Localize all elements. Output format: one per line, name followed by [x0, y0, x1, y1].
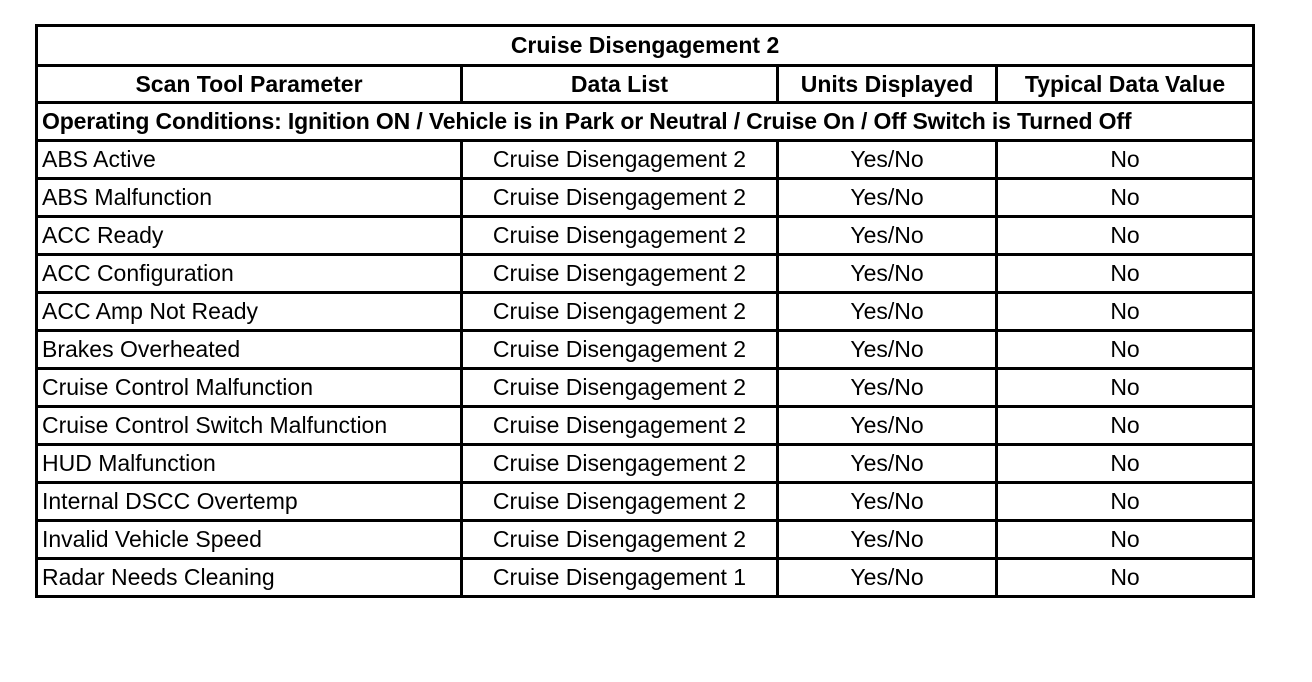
cell-data-list: Cruise Disengagement 2	[462, 331, 778, 369]
cell-units: Yes/No	[778, 407, 997, 445]
table-row	[37, 483, 1254, 521]
table-row	[37, 179, 1254, 217]
cell-units: Yes/No	[778, 255, 997, 293]
cell-typical-value: No	[997, 407, 1254, 445]
operating-conditions-row	[37, 103, 1254, 141]
cell-typical-value: No	[997, 483, 1254, 521]
cell-units: Yes/No	[778, 521, 997, 559]
cell-data-list: Cruise Disengagement 2	[462, 293, 778, 331]
cell-typical-value: No	[997, 217, 1254, 255]
cell-parameter: ACC Ready	[37, 217, 462, 255]
table-row	[37, 407, 1254, 445]
cell-data-list: Cruise Disengagement 2	[462, 141, 778, 179]
cell-data-list: Cruise Disengagement 2	[462, 179, 778, 217]
cell-units: Yes/No	[778, 559, 997, 597]
cell-typical-value: No	[997, 521, 1254, 559]
cell-data-list: Cruise Disengagement 2	[462, 369, 778, 407]
table-row	[37, 141, 1254, 179]
column-header-parameter: Scan Tool Parameter	[37, 66, 462, 103]
cell-units: Yes/No	[778, 293, 997, 331]
table-row	[37, 521, 1254, 559]
table-title: Cruise Disengagement 2	[37, 26, 1254, 66]
cell-parameter: Brakes Overheated	[37, 331, 462, 369]
cell-units: Yes/No	[778, 179, 997, 217]
table-row	[37, 255, 1254, 293]
column-header-typical-value: Typical Data Value	[997, 66, 1254, 103]
table-row	[37, 445, 1254, 483]
cell-typical-value: No	[997, 141, 1254, 179]
cell-units: Yes/No	[778, 217, 997, 255]
operating-conditions: Operating Conditions: Ignition ON / Vehicle is in Park or Neutral / Cruise On / Off Switch is Turned Off	[37, 103, 1254, 141]
cell-parameter: Internal DSCC Overtemp	[37, 483, 462, 521]
table-row	[37, 293, 1254, 331]
column-header-data-list: Data List	[462, 66, 778, 103]
cell-typical-value: No	[997, 255, 1254, 293]
cell-data-list: Cruise Disengagement 2	[462, 521, 778, 559]
table-row	[37, 369, 1254, 407]
cell-parameter: Invalid Vehicle Speed	[37, 521, 462, 559]
cell-data-list: Cruise Disengagement 2	[462, 407, 778, 445]
cell-parameter: ACC Amp Not Ready	[37, 293, 462, 331]
cell-parameter: HUD Malfunction	[37, 445, 462, 483]
cell-typical-value: No	[997, 331, 1254, 369]
cell-parameter: Radar Needs Cleaning	[37, 559, 462, 597]
cell-parameter: ABS Active	[37, 141, 462, 179]
table-row	[37, 217, 1254, 255]
cell-data-list: Cruise Disengagement 2	[462, 445, 778, 483]
cell-typical-value: No	[997, 559, 1254, 597]
table-row	[37, 559, 1254, 597]
cell-units: Yes/No	[778, 331, 997, 369]
cell-units: Yes/No	[778, 445, 997, 483]
cell-parameter: ACC Configuration	[37, 255, 462, 293]
cell-data-list: Cruise Disengagement 1	[462, 559, 778, 597]
cell-parameter: Cruise Control Malfunction	[37, 369, 462, 407]
cell-data-list: Cruise Disengagement 2	[462, 483, 778, 521]
cell-typical-value: No	[997, 179, 1254, 217]
cell-units: Yes/No	[778, 141, 997, 179]
cell-data-list: Cruise Disengagement 2	[462, 217, 778, 255]
table-row	[37, 331, 1254, 369]
cell-typical-value: No	[997, 445, 1254, 483]
table-header-row	[37, 66, 1254, 103]
cell-parameter: Cruise Control Switch Malfunction	[37, 407, 462, 445]
cell-data-list: Cruise Disengagement 2	[462, 255, 778, 293]
scan-tool-parameter-table	[35, 24, 1255, 598]
cell-typical-value: No	[997, 369, 1254, 407]
cell-parameter: ABS Malfunction	[37, 179, 462, 217]
column-header-units: Units Displayed	[778, 66, 997, 103]
parameter-table-container	[35, 24, 1255, 598]
cell-typical-value: No	[997, 293, 1254, 331]
cell-units: Yes/No	[778, 369, 997, 407]
cell-units: Yes/No	[778, 483, 997, 521]
table-title-row	[37, 26, 1254, 66]
